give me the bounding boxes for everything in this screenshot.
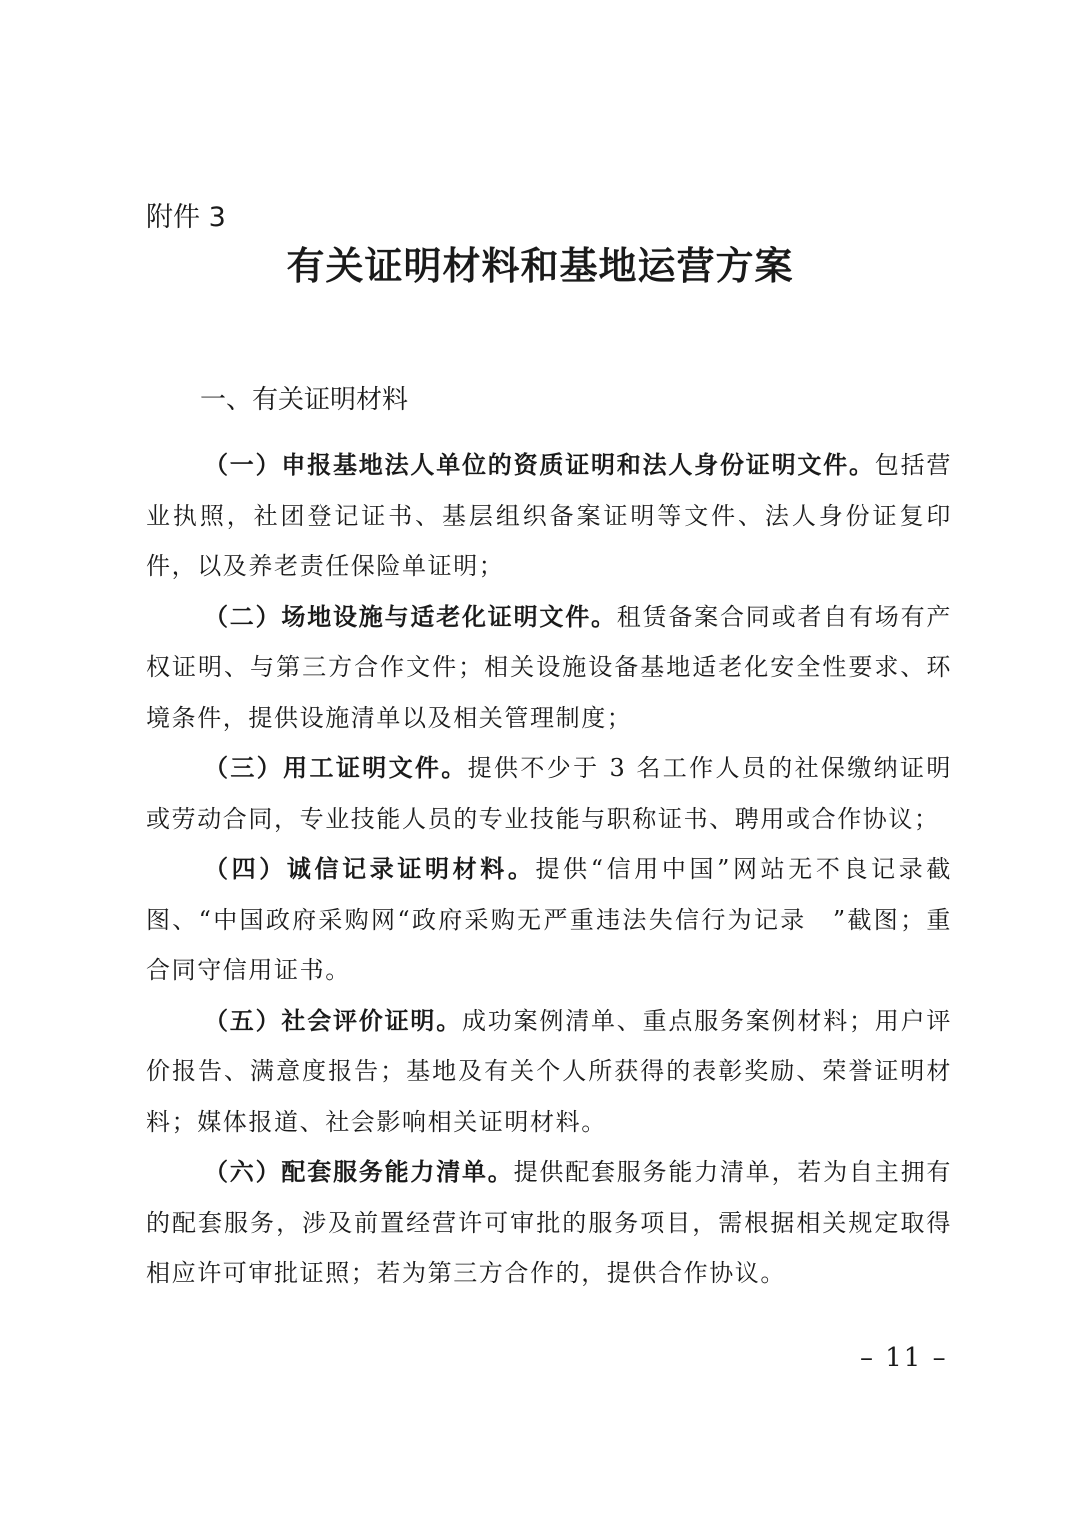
item-list	[146, 440, 952, 1299]
item-5-text: 成功案例清单、重点服务案例材料；用户评价报告、满意度报告；基地及有关个人所获得的表彰奖励、荣誉证明材料；媒体报道、社会影响相关证明材料。	[146, 1006, 952, 1136]
item-6-lead: （六）配套服务能力清单。	[204, 1158, 514, 1186]
item-1	[146, 440, 952, 592]
item-4-lead: （四）诚信记录证明材料。	[204, 855, 536, 883]
item-6	[146, 1147, 952, 1299]
item-3	[146, 743, 952, 844]
item-4-text: 提供“信用中国”网站无不良记录截图、“中国政府采购网“政府采购无严重违法失信行为记录 ”截图；重合同守信用证书。	[146, 855, 953, 984]
item-3-text: 提供不少于 3 名工作人员的社保缴纳证明或劳动合同，专业技能人员的专业技能与职称证书、聘用或合作协议；	[146, 754, 952, 833]
item-2	[146, 592, 952, 744]
item-3-lead: （三）用工证明文件。	[204, 754, 468, 782]
section-heading: 一、有关证明材料	[200, 385, 409, 415]
item-2-lead: （二）场地设施与适老化证明文件。	[204, 602, 617, 631]
item-6-text: 提供配套服务能力清单，若为自主拥有的配套服务，涉及前置经营许可审批的服务项目，需根据相关规定取得相应许可审批证照；若为第三方合作的，提供合作协议。	[146, 1158, 953, 1287]
document-title: 有关证明材料和基地运营方案	[286, 243, 794, 288]
item-1-text: 包括营业执照，社团登记证书、基层组织备案证明等文件、法人身份证复印件，以及养老责任保险单证明；	[146, 451, 952, 580]
item-5-lead: （五）社会评价证明。	[204, 1006, 462, 1035]
item-2-text: 租赁备案合同或者自有场有产权证明、与第三方合作文件；相关设施设备基地适老化安全性要求、环境条件，提供设施清单以及相关管理制度；	[146, 602, 952, 732]
item-5	[146, 996, 952, 1148]
item-4	[146, 844, 952, 996]
attachment-label: 附件 3	[146, 202, 226, 233]
item-1-lead: （一）申报基地法人单位的资质证明和法人身份证明文件。	[204, 451, 875, 479]
page-number: – 11 –	[860, 1343, 948, 1373]
